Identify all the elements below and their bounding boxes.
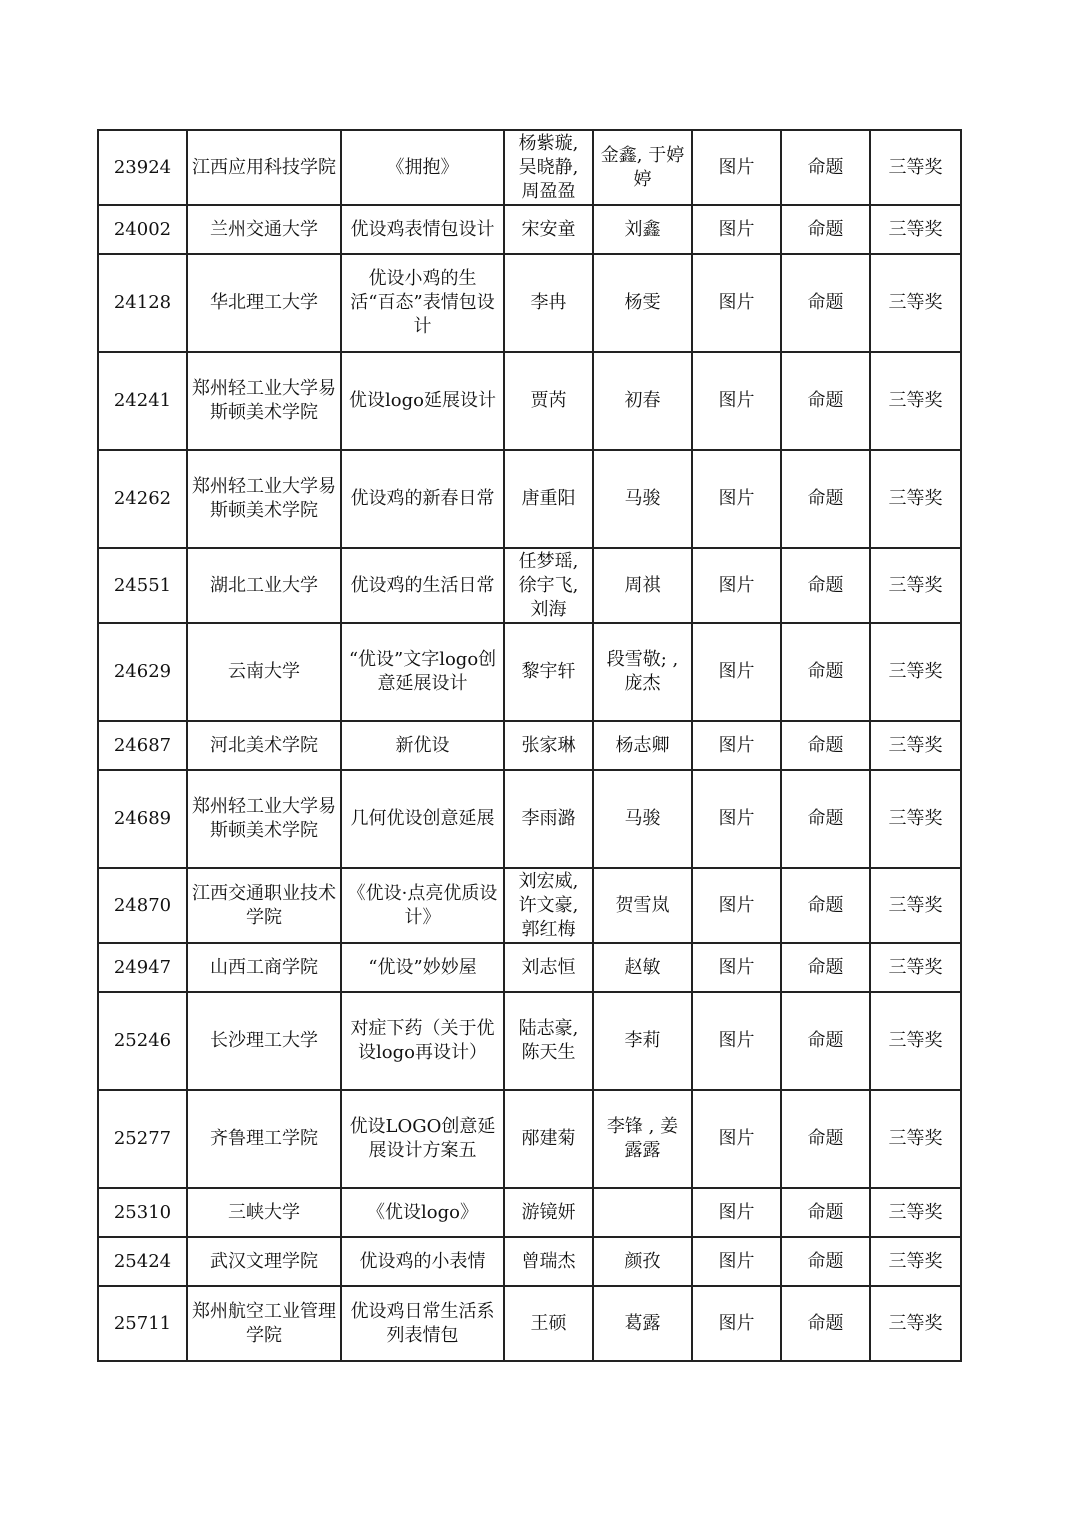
award-level: 三等奖 (870, 205, 961, 254)
award-level: 三等奖 (870, 1237, 961, 1286)
author-names: 刘宏威, 许文豪, 郭红梅 (504, 868, 593, 943)
author-names: 贾芮 (504, 352, 593, 450)
work-type: 命题 (781, 205, 870, 254)
work-title: 优设logo延展设计 (341, 352, 504, 450)
school-name: 三峡大学 (187, 1188, 341, 1237)
table-row (98, 548, 961, 623)
entry-id: 24689 (98, 770, 187, 868)
work-category: 图片 (692, 868, 781, 943)
table-row (98, 943, 961, 992)
work-type: 命题 (781, 1188, 870, 1237)
work-title: 《优设·点亮优质设计》 (341, 868, 504, 943)
school-name: 河北美术学院 (187, 721, 341, 770)
advisor-names: 颜孜 (593, 1237, 692, 1286)
work-type: 命题 (781, 943, 870, 992)
advisor-names: 刘鑫 (593, 205, 692, 254)
entry-id: 24002 (98, 205, 187, 254)
work-category: 图片 (692, 130, 781, 205)
advisor-names: 李莉 (593, 992, 692, 1090)
work-category: 图片 (692, 992, 781, 1090)
advisor-names: 周祺 (593, 548, 692, 623)
entry-id: 24128 (98, 254, 187, 352)
entry-id: 24687 (98, 721, 187, 770)
author-names: 曾瑞杰 (504, 1237, 593, 1286)
author-names: 邴建菊 (504, 1090, 593, 1188)
school-name: 郑州航空工业管理学院 (187, 1286, 341, 1361)
award-list-table (97, 129, 962, 1362)
author-names: 黎宇轩 (504, 623, 593, 721)
school-name: 武汉文理学院 (187, 1237, 341, 1286)
entry-id: 25277 (98, 1090, 187, 1188)
author-names: 任梦瑶, 徐宇飞, 刘海 (504, 548, 593, 623)
entry-id: 24262 (98, 450, 187, 548)
work-category: 图片 (692, 1188, 781, 1237)
author-names: 游镜妍 (504, 1188, 593, 1237)
award-level: 三等奖 (870, 1188, 961, 1237)
school-name: 华北理工大学 (187, 254, 341, 352)
author-names: 杨紫璇, 吴晓静, 周盈盈 (504, 130, 593, 205)
table-row (98, 1188, 961, 1237)
award-level: 三等奖 (870, 1090, 961, 1188)
table-row (98, 992, 961, 1090)
advisor-names: 李锋 , 姜露露 (593, 1090, 692, 1188)
author-names: 陆志豪, 陈天生 (504, 992, 593, 1090)
school-name: 山西工商学院 (187, 943, 341, 992)
work-type: 命题 (781, 130, 870, 205)
table-row (98, 1237, 961, 1286)
work-category: 图片 (692, 352, 781, 450)
work-type: 命题 (781, 1090, 870, 1188)
work-category: 图片 (692, 623, 781, 721)
author-names: 刘志恒 (504, 943, 593, 992)
work-type: 命题 (781, 1286, 870, 1361)
work-type: 命题 (781, 770, 870, 868)
award-level: 三等奖 (870, 721, 961, 770)
work-title: 几何优设创意延展 (341, 770, 504, 868)
school-name: 郑州轻工业大学易斯顿美术学院 (187, 770, 341, 868)
advisor-names: 段雪敬; , 庞杰 (593, 623, 692, 721)
advisor-names: 马骏 (593, 770, 692, 868)
author-names: 唐重阳 (504, 450, 593, 548)
work-category: 图片 (692, 548, 781, 623)
advisor-names: 杨雯 (593, 254, 692, 352)
work-type: 命题 (781, 992, 870, 1090)
work-title: 对症下药（关于优设logo再设计） (341, 992, 504, 1090)
award-level: 三等奖 (870, 992, 961, 1090)
work-type: 命题 (781, 450, 870, 548)
entry-id: 24870 (98, 868, 187, 943)
work-title: 优设鸡表情包设计 (341, 205, 504, 254)
work-type: 命题 (781, 254, 870, 352)
author-names: 张家琳 (504, 721, 593, 770)
work-category: 图片 (692, 943, 781, 992)
author-names: 宋安童 (504, 205, 593, 254)
work-type: 命题 (781, 623, 870, 721)
award-level: 三等奖 (870, 1286, 961, 1361)
entry-id: 25310 (98, 1188, 187, 1237)
award-level: 三等奖 (870, 943, 961, 992)
entry-id: 24241 (98, 352, 187, 450)
table-row (98, 1286, 961, 1361)
work-title: 优设小鸡的生活“百态”表情包设计 (341, 254, 504, 352)
work-category: 图片 (692, 1286, 781, 1361)
advisor-names (593, 1188, 692, 1237)
award-level: 三等奖 (870, 130, 961, 205)
table-row (98, 1090, 961, 1188)
work-category: 图片 (692, 770, 781, 868)
award-level: 三等奖 (870, 548, 961, 623)
entry-id: 25711 (98, 1286, 187, 1361)
advisor-names: 杨志卿 (593, 721, 692, 770)
school-name: 郑州轻工业大学易斯顿美术学院 (187, 352, 341, 450)
table-row (98, 721, 961, 770)
school-name: 江西交通职业技术学院 (187, 868, 341, 943)
table-row (98, 352, 961, 450)
work-type: 命题 (781, 548, 870, 623)
award-level: 三等奖 (870, 450, 961, 548)
entry-id: 24551 (98, 548, 187, 623)
advisor-names: 初春 (593, 352, 692, 450)
school-name: 兰州交通大学 (187, 205, 341, 254)
work-category: 图片 (692, 254, 781, 352)
school-name: 云南大学 (187, 623, 341, 721)
school-name: 齐鲁理工学院 (187, 1090, 341, 1188)
advisor-names: 贺雪岚 (593, 868, 692, 943)
award-level: 三等奖 (870, 770, 961, 868)
entry-id: 24629 (98, 623, 187, 721)
advisor-names: 葛露 (593, 1286, 692, 1361)
award-level: 三等奖 (870, 868, 961, 943)
award-level: 三等奖 (870, 352, 961, 450)
work-title: “优设”文字logo创意延展设计 (341, 623, 504, 721)
school-name: 郑州轻工业大学易斯顿美术学院 (187, 450, 341, 548)
work-type: 命题 (781, 868, 870, 943)
work-category: 图片 (692, 721, 781, 770)
work-category: 图片 (692, 1237, 781, 1286)
school-name: 江西应用科技学院 (187, 130, 341, 205)
work-title: 优设鸡的新春日常 (341, 450, 504, 548)
advisor-names: 金鑫, 于婷婷 (593, 130, 692, 205)
work-title: “优设”妙妙屋 (341, 943, 504, 992)
author-names: 李雨潞 (504, 770, 593, 868)
school-name: 长沙理工大学 (187, 992, 341, 1090)
table-row (98, 450, 961, 548)
author-names: 王硕 (504, 1286, 593, 1361)
table-row (98, 254, 961, 352)
school-name: 湖北工业大学 (187, 548, 341, 623)
work-title: 优设鸡的小表情 (341, 1237, 504, 1286)
work-category: 图片 (692, 1090, 781, 1188)
work-category: 图片 (692, 205, 781, 254)
table-row (98, 130, 961, 205)
entry-id: 24947 (98, 943, 187, 992)
work-title: 新优设 (341, 721, 504, 770)
work-category: 图片 (692, 450, 781, 548)
table-row (98, 868, 961, 943)
work-title: 《拥抱》 (341, 130, 504, 205)
entry-id: 23924 (98, 130, 187, 205)
entry-id: 25246 (98, 992, 187, 1090)
work-type: 命题 (781, 352, 870, 450)
advisor-names: 马骏 (593, 450, 692, 548)
table-row (98, 205, 961, 254)
award-level: 三等奖 (870, 254, 961, 352)
advisor-names: 赵敏 (593, 943, 692, 992)
author-names: 李冉 (504, 254, 593, 352)
work-type: 命题 (781, 721, 870, 770)
table-row (98, 623, 961, 721)
work-title: 优设LOGO创意延展设计方案五 (341, 1090, 504, 1188)
award-level: 三等奖 (870, 623, 961, 721)
work-type: 命题 (781, 1237, 870, 1286)
table-row (98, 770, 961, 868)
work-title: 优设鸡日常生活系列表情包 (341, 1286, 504, 1361)
entry-id: 25424 (98, 1237, 187, 1286)
work-title: 《优设logo》 (341, 1188, 504, 1237)
work-title: 优设鸡的生活日常 (341, 548, 504, 623)
